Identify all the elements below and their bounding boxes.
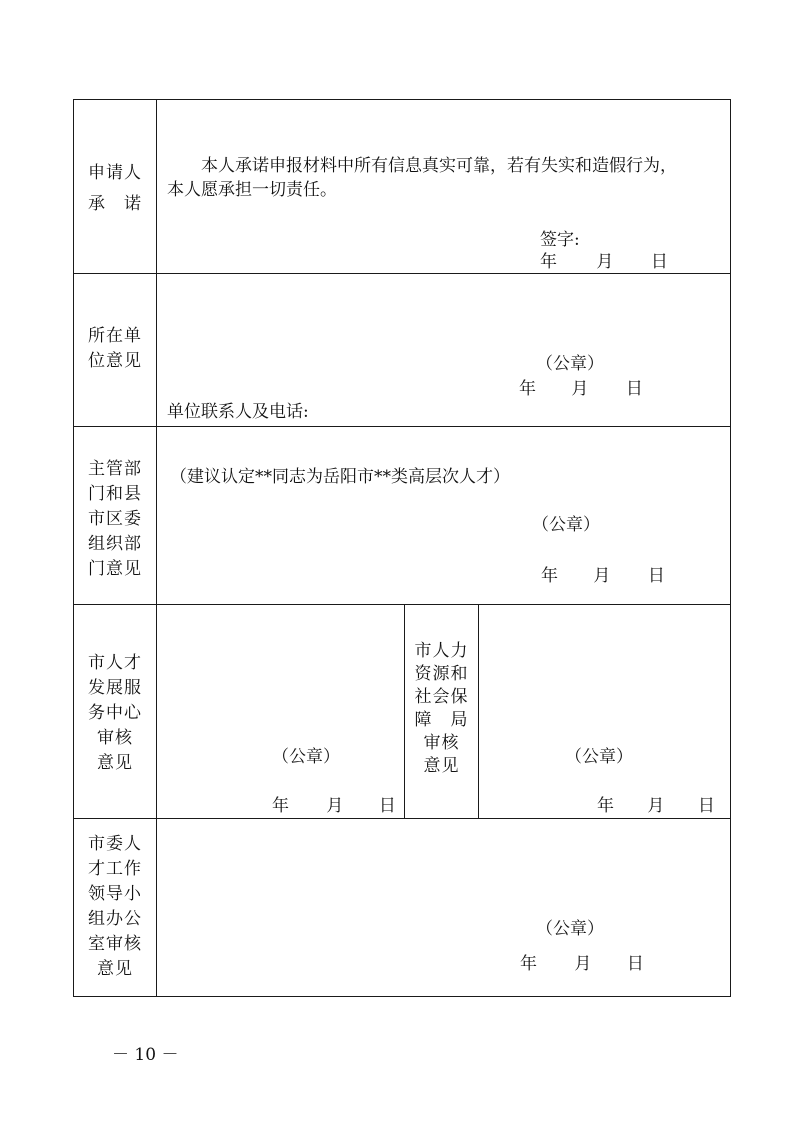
talent-center-date: 年 月 日 — [272, 796, 396, 816]
hr-bureau-seal: （公章） — [565, 747, 633, 767]
department-label: 主管部 门和县 市区委 组织部 门意见 — [88, 459, 142, 579]
talent-center-label: 市人才 发展服 务中心 审核 意见 — [88, 653, 142, 773]
applicant-label: 申请人 承 诺 — [88, 163, 142, 214]
table-border-right — [730, 99, 731, 997]
leadership-office-date: 年 月 日 — [520, 954, 644, 974]
leadership-office-label: 市委人 才工作 领导小 组办公 室审核 意见 — [88, 834, 142, 979]
unit-date: 年 月 日 — [519, 379, 643, 399]
hr-bureau-date: 年 月 日 — [597, 796, 715, 816]
unit-seal: （公章） — [536, 354, 604, 374]
label-column-divider — [156, 99, 157, 997]
unit-label: 所在单 位意见 — [88, 326, 142, 371]
hr-bureau-label: 市人力 资源和 社会保 障 局 审核 意见 — [414, 641, 469, 776]
department-date: 年 月 日 — [541, 566, 665, 586]
table-border-left — [73, 99, 74, 997]
signature-label: 签字: — [540, 230, 580, 250]
table-border-bottom — [73, 996, 731, 997]
inner-divider-right — [478, 604, 479, 818]
applicant-date: 年 月 日 — [540, 252, 668, 272]
row-divider-2 — [73, 426, 731, 427]
page-number: － 10 － — [112, 1045, 179, 1065]
row-divider-4 — [73, 818, 731, 819]
leadership-office-seal: （公章） — [536, 919, 604, 939]
table-border-top — [73, 99, 731, 100]
row-divider-3 — [73, 604, 731, 605]
department-seal: （公章） — [532, 515, 600, 535]
applicant-statement-line2: 本人愿承担一切责任。 — [167, 180, 337, 200]
applicant-statement-line1: 本人承诺申报材料中所有信息真实可靠，若有失实和造假行为， — [201, 156, 677, 176]
department-suggestion: （建议认定**同志为岳阳市**类高层次人才） — [170, 467, 510, 487]
unit-contact-label: 单位联系人及电话: — [167, 402, 309, 422]
talent-center-seal: （公章） — [272, 747, 340, 767]
